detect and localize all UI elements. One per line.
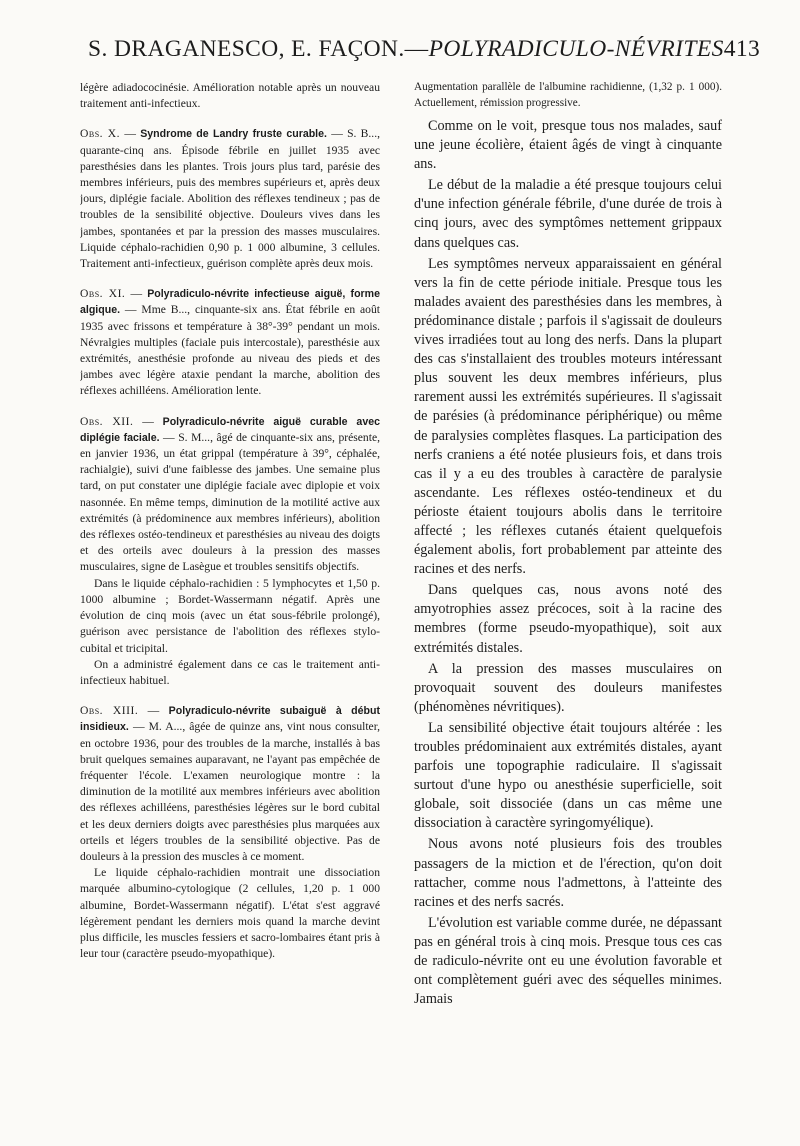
right-column — [414, 80, 722, 1120]
observation-title: Polyradiculo-névrite aiguë curable avec diplégie faciale. — [80, 415, 380, 444]
left-column — [80, 80, 380, 1030]
observation-13 — [80, 703, 380, 962]
body-paragraph: Le début de la maladie a été presque toujours celui d'une infection générale fébrile, d'une durée de trois à cinq jours, avec des symptômes nettement grippaux dans quelques cas. — [414, 177, 722, 251]
body-paragraph: A la pression des masses musculaires on provoquait souvent des douleurs manifestes (phénomènes névritiques). — [414, 660, 722, 715]
observation-title: Polyradiculo-névrite infectieuse aiguë, forme algique. — [80, 288, 380, 317]
observation-title: Syndrome de Landry fruste curable. — [140, 128, 327, 141]
running-header — [88, 36, 761, 68]
observation-text: Obs. XI. — Polyradiculo-névrite infectieuse aiguë, forme algique. — Mme B..., cinquante-six ans. État fébrile en août 1935 avec frissons et température à 38°-39° pendant un mois. Névralgies multiples (faciale puis intercostale), paresthésie aux extrémités, anesthésie profonde au niveau des pieds et des jambes avec légère ataxie pendant la marche, abolition des réflexes achilléens. Amélioration lente. — [80, 287, 380, 398]
observation-number: Obs. X. — [80, 127, 121, 141]
observation-paragraph: Le liquide céphalo-rachidien montrait une dissociation marquée albumino-cytologique (2 cellules, 1,20 p. 1 000 albumine, Bordet-Wassermann négatif). L'état s'est aggravé légèrement pendant les derniers mois quand la marche devint plus difficile, les muscles fessiers et sacro-lombaires étant pris à leur tour (caractère pseudo-myopathique). — [80, 866, 380, 961]
header-running-title: POLYRADICULO-NÉVRITES — [428, 36, 724, 62]
observation-text: Obs. XII. — Polyradiculo-névrite aiguë curable avec diplégie faciale. — S. M..., âgé de cinquante-six ans, présente, en janvier 1936, un état grippal (température à 39°, céphalée, rachialgie), suivi d'une faiblesse des jambes. Une semaine plus tard, on put constater une diplégie faciale avec diplopie et voix nasonnée. En même temps, diminution de la motilité active aux extrémités (à prédominence aux membres inférieurs), abolition des réflexes ostéo-tendineux et paresthésies au niveau des doigts et des orteils avec douleurs à la pression des masses musculaires, signe de Lasègue et troubles sensitifs objectifs. — [80, 414, 380, 574]
observation-10 — [80, 126, 380, 272]
observation-text: Obs. X. — Syndrome de Landry fruste curable. — S. B..., quarante-cinq ans. Épisode fébrile en juillet 1935 avec paresthésies dans les plantes. Trois jours plus tard, parésie des membres inférieurs, puis des membres supérieurs et, après deux jours, diplégie faciale. Abolition des réflexes tendineux ; pas de troubles de la sensibilité objective. Douleurs vives dans les jambes, spontanées et par la pression des masses musculaires. Liquide céphalo-rachidien 0,90 p. 1 000 albumine, 3 cellules. Traitement anti-infectieux, guérison complète après deux mois. — [80, 127, 380, 271]
body-paragraph: L'évolution est variable comme durée, ne dépassant pas en général trois à cinq mois. Presque tous ces cas de radiculo-névrite ont eu une évolution favorable et ont complètement guéri avec des séquelles minimes. Jamais — [414, 914, 722, 1008]
observation-body: M. A..., âgée de quinze ans, vint nous consulter, en octobre 1936, pour des troubles de la marche, installés à bas bruit quelques semaines auparavant, ne l'ayant pas empêchée de fréquenter l'école. L'examen neurologique montre : la diminution de la motilité aux membres inférieurs avec abolition des réflexes achilléens, paresthésies légères sur le bord cubital et les deux derniers doigts avec paresthésies plus marquées aux orteils et légers troubles de la sensibilité objective. Pas de douleurs à la pression des muscles à ce moment. — [80, 720, 380, 863]
observation-12 — [80, 414, 380, 689]
observation-11 — [80, 286, 380, 399]
header-dash: — — [404, 36, 429, 62]
body-paragraph: Dans quelques cas, nous avons noté des amyotrophies assez précoces, soit à la racine des membres (forme pseudo-myopathique), soit aux extrémités distales. — [414, 582, 722, 656]
observation-number: Obs. XI. — [80, 287, 126, 301]
observation-title: Polyradiculo-névrite subaiguë à début insidieux. — [80, 705, 380, 734]
body-paragraph: Nous avons noté plusieurs fois des troubles passagers de la miction et de l'érection, qu'on doit rattacher, comme nous l'admettons, à l'atteinte des racines et des nerfs sacrés. — [414, 836, 722, 910]
body-paragraph: Les symptômes nerveux apparaissaient en général vers la fin de cette période initiale. Presque tous les malades avaient des paresthésies dans les membres, à prédominance distale ; parfois il s'agissait de douleurs vives irradiées tout au long des nerfs. Dans la plupart des cas s'installaient des troubles moteurs intéressant plus souvent les deux membres inférieurs, plus rarement aussi les extrémités supérieures. Il s'agissait de parésies (à prédominance périphérique) ou même de paralysies complètes flasques. La participation des nerfs craniens a été notée plusieurs fois, et dans trois cas il y a eu des troubles à caractère de paralysie ascendante. Les réflexes ostéo-tendineux et du périoste étaient toujours abolis dans le territoire affecté ; les réflexes cutanés étaient quelquefois également abolis, fort probablement par atteinte des racines et des nerfs. — [414, 255, 722, 578]
left-continuation: légère adiadococinésie. Amélioration notable après un nouveau traitement anti-infectieux. — [80, 81, 380, 111]
observation-paragraph: Dans le liquide céphalo-rachidien : 5 lymphocytes et 1,50 p. 1000 albumine ; Bordet-Wassermann négatif. Après une évolution de cinq mois (avec un état sous-fébrile prolongé), guérison avec persistance de l'abolition des réflexes stylo-cubital et tricipital. — [80, 576, 380, 655]
right-continuation: Augmentation parallèle de l'albumine rachidienne, (1,32 p. 1 000). Actuellement, rémission progressive. — [414, 81, 722, 109]
header-authors: S. DRAGANESCO, E. FAÇON. — [88, 36, 405, 62]
observation-body: S. M..., âgé de cinquante-six ans, présente, en janvier 1936, un état grippal (température à 39°, céphalée, rachialgie), suivi d'une faiblesse des jambes. Une semaine plus tard, on put constater une diplégie faciale avec diplopie et voix nasonnée. En même temps, diminution de la motilité active aux extrémités (à prédominence aux membres inférieurs), abolition des réflexes ostéo-tendineux et paresthésies au niveau des doigts et des orteils avec douleurs à la pression des masses musculaires, signe de Lasègue et troubles sensitifs objectifs. — [80, 430, 380, 574]
observation-body: Mme B..., cinquante-six ans. État fébrile en août 1935 avec frissons et température à 38°-39° pendant un mois. Névralgies multiples (faciale puis intercostale), paresthésie aux extrémités, anesthésie profonde au niveau des pieds et des jambes avec légère ataxie pendant la marche, abolition des réflexes achilléens. Amélioration lente. — [80, 303, 380, 398]
observation-number: Obs. XIII. — [80, 704, 139, 718]
observation-paragraph: On a administré également dans ce cas le traitement anti-infectieux habituel. — [80, 657, 380, 687]
body-paragraph: La sensibilité objective était toujours altérée : les troubles prédominaient aux extrémités distales, ayant parfois une topographie radiculaire. Il s'agissait surtout d'une hypo ou anesthésie superficielle, soit globale, soit dissociée (dans un cas même une dissociation à caractère syringomyélique). — [414, 719, 722, 832]
observation-text: Obs. XIII. — Polyradiculo-névrite subaiguë à début insidieux. — M. A..., âgée de quinze ans, vint nous consulter, en octobre 1936, pour des troubles de la marche, installés à bas bruit quelques semaines auparavant, ne l'ayant pas empêchée de fréquenter l'école. L'examen neurologique montre : la diminution de la motilité aux membres inférieurs avec abolition des réflexes achilléens, paresthésies légères sur le bord cubital et les deux derniers doigts avec paresthésies plus marquées aux orteils et légers troubles de la sensibilité objective. Pas de douleurs à la pression des muscles à ce moment. — [80, 704, 380, 863]
page-number: 413 — [723, 36, 761, 62]
observation-number: Obs. XII. — [80, 414, 134, 428]
body-paragraph: Comme on le voit, presque tous nos malades, sauf une jeune écolière, étaient âgés de vingt à cinquante ans. — [414, 118, 722, 173]
observation-body: S. B..., quarante-cinq ans. Épisode fébrile en juillet 1935 avec paresthésies dans les plantes. Trois jours plus tard, parésie des membres inférieurs, puis des membres supérieurs et, après deux jours, diplégie faciale. Abolition des réflexes tendineux ; pas de troubles de la sensibilité objective. Douleurs vives dans les jambes, spontanées et par la pression des masses musculaires. Liquide céphalo-rachidien 0,90 p. 1 000 albumine, 3 cellules. Traitement anti-infectieux, guérison complète après deux mois. — [80, 127, 380, 271]
